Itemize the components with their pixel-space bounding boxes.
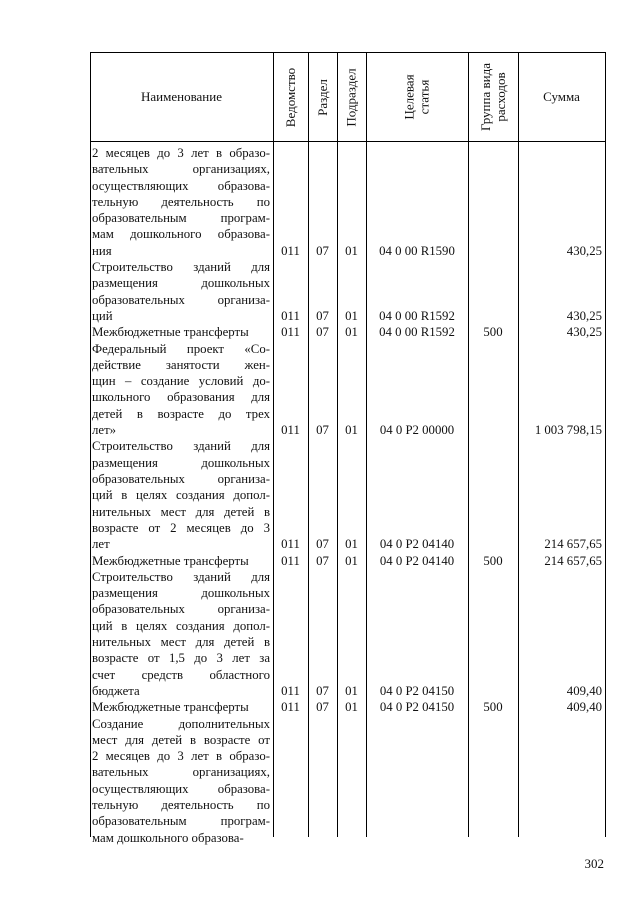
row-sum: 430,25 [566, 243, 602, 258]
row-sum: 409,40 [566, 683, 602, 698]
row-name-line: размещения дошкольных [92, 586, 270, 601]
row-name [92, 324, 270, 340]
row-target-item: 04 0 P2 00000 [379, 423, 455, 438]
row-subsection: 01 [345, 683, 358, 698]
row-name-line: Строительство зданий для [92, 439, 270, 454]
header-ministry: Ведомство [283, 67, 298, 127]
row-name-line: размещения дошкольных [92, 455, 270, 470]
header-sum: Сумма [543, 89, 580, 104]
row-target-item: 04 0 P2 04150 [379, 700, 455, 715]
row-name-line: школьного образования для [92, 390, 270, 405]
row-name-line: тельную деятельность по [92, 797, 270, 812]
row-name-line: размещения дошкольных [92, 276, 270, 291]
row-name-line: Межбюджетные трансферты [92, 700, 249, 715]
row-name-line: Федеральный проект «Со- [92, 341, 270, 356]
col-divider [273, 53, 274, 837]
row-name-line: нительных мест для детей в [92, 504, 270, 519]
row-name [92, 145, 270, 259]
row-name-line: вательных организациях, [92, 765, 270, 780]
budget-table [90, 52, 606, 845]
row-name-line: лет [92, 537, 110, 552]
row-expense-group: 500 [483, 700, 503, 715]
row-ministry: 011 [281, 683, 300, 698]
row-name-line: Межбюджетные трансферты [92, 325, 249, 340]
row-name-line: щин – создание условий до- [92, 374, 270, 389]
page-number: 302 [584, 856, 604, 871]
row-subsection: 01 [345, 423, 358, 438]
row-name-line: ций в целях создания допол- [92, 488, 270, 503]
row-name-line: ния [92, 243, 112, 258]
header-subsection: Подраздел [344, 67, 360, 127]
row-ministry: 011 [281, 553, 300, 568]
row-ministry: 011 [281, 423, 300, 438]
row-name-line: мест для детей в возрасте от [92, 732, 270, 747]
row-ministry: 011 [281, 537, 300, 552]
header-expense-group: Группа вида расходов [478, 63, 509, 131]
row-subsection: 01 [345, 325, 358, 340]
col-divider [518, 53, 519, 837]
row-name-line: осуществляющих образова- [92, 178, 270, 193]
row-name-line: образовательных организа- [92, 602, 270, 617]
row-ministry: 011 [281, 325, 300, 340]
row-name [92, 716, 270, 846]
row-section: 07 [316, 309, 329, 323]
row-sum: 214 657,65 [544, 553, 602, 568]
col-divider [366, 53, 367, 837]
row-name-line: детей в возрасте до трех [92, 406, 270, 421]
row-name-line: возрасте от 1,5 до 3 лет за [92, 651, 270, 666]
row-ministry: 011 [281, 309, 300, 323]
row-name-line: счет средств областного [92, 667, 270, 682]
table-border-right [605, 53, 606, 837]
row-target-item: 04 0 00 R1592 [379, 325, 455, 340]
row-name-line: ций в целях создания допол- [92, 618, 270, 633]
row-name-line: Межбюджетные трансферты [92, 553, 249, 568]
row-name-line: бюджета [92, 683, 140, 698]
row-name-line: образовательных организа- [92, 292, 270, 307]
header-divider [90, 141, 606, 142]
row-section: 07 [316, 243, 329, 258]
row-name [92, 438, 270, 552]
table-border-left [90, 53, 91, 837]
row-sum: 1 003 798,15 [534, 423, 602, 438]
row-sum: 214 657,65 [544, 537, 602, 552]
header-section: Раздел [315, 78, 330, 116]
row-ministry: 011 [281, 700, 300, 715]
row-expense-group: 500 [483, 325, 503, 340]
row-subsection: 01 [345, 700, 358, 715]
row-name-line: возрасте от 2 месяцев до 3 [92, 520, 270, 535]
row-name [92, 553, 270, 569]
row-name-line: Строительство зданий для [92, 569, 270, 584]
row-subsection: 01 [345, 537, 358, 552]
row-name-line: 2 месяцев до 3 лет в образо- [92, 749, 270, 764]
row-sum: 430,25 [566, 325, 602, 340]
row-name-line: действие занятости жен- [92, 357, 270, 372]
row-section: 07 [316, 683, 329, 698]
row-name-line: мам дошкольного образова- [92, 227, 270, 242]
row-section: 07 [316, 325, 329, 340]
row-section: 07 [316, 700, 329, 715]
row-name-line: Строительство зданий для [92, 260, 270, 275]
row-name-line: лет» [92, 423, 117, 438]
row-subsection: 01 [345, 553, 358, 568]
row-section: 07 [316, 553, 329, 568]
row-name-line: 2 месяцев до 3 лет в образо- [92, 146, 270, 160]
row-sum: 430,25 [566, 309, 602, 323]
row-name-line: образовательных организа- [92, 471, 270, 486]
row-name-line: вательных организациях, [92, 162, 270, 177]
row-target-item: 04 0 P2 04150 [379, 683, 455, 698]
row-target-item: 04 0 P2 04140 [379, 553, 455, 568]
row-ministry: 011 [281, 243, 300, 258]
row-name [92, 259, 270, 324]
row-section: 07 [316, 537, 329, 552]
row-name-line: образовательным програм- [92, 814, 270, 829]
row-name-line: Создание дополнительных [92, 716, 270, 731]
row-name-line: ций [92, 308, 113, 323]
col-divider [468, 53, 469, 837]
header-target-item: Целевая статья [401, 74, 432, 120]
row-target-item: 04 0 00 R1592 [379, 309, 455, 323]
row-section: 07 [316, 423, 329, 438]
row-subsection: 01 [345, 243, 358, 258]
row-name [92, 569, 270, 699]
row-name-line: образовательным програм- [92, 211, 270, 226]
row-name-line: тельную деятельность по [92, 194, 270, 209]
row-name-line: мам дошкольного образова- [92, 830, 244, 845]
row-name-line: нительных мест для детей в [92, 634, 270, 649]
row-name [92, 341, 270, 439]
row-sum: 409,40 [566, 700, 602, 715]
row-target-item: 04 0 P2 04140 [379, 537, 455, 552]
col-divider [308, 53, 309, 837]
col-divider [337, 53, 338, 837]
row-name-line: осуществляющих образова- [92, 781, 270, 796]
header-name: Наименование [141, 89, 222, 104]
row-target-item: 04 0 00 R1590 [379, 243, 455, 258]
row-name [92, 699, 270, 715]
row-expense-group: 500 [483, 553, 503, 568]
row-subsection: 01 [345, 309, 358, 323]
